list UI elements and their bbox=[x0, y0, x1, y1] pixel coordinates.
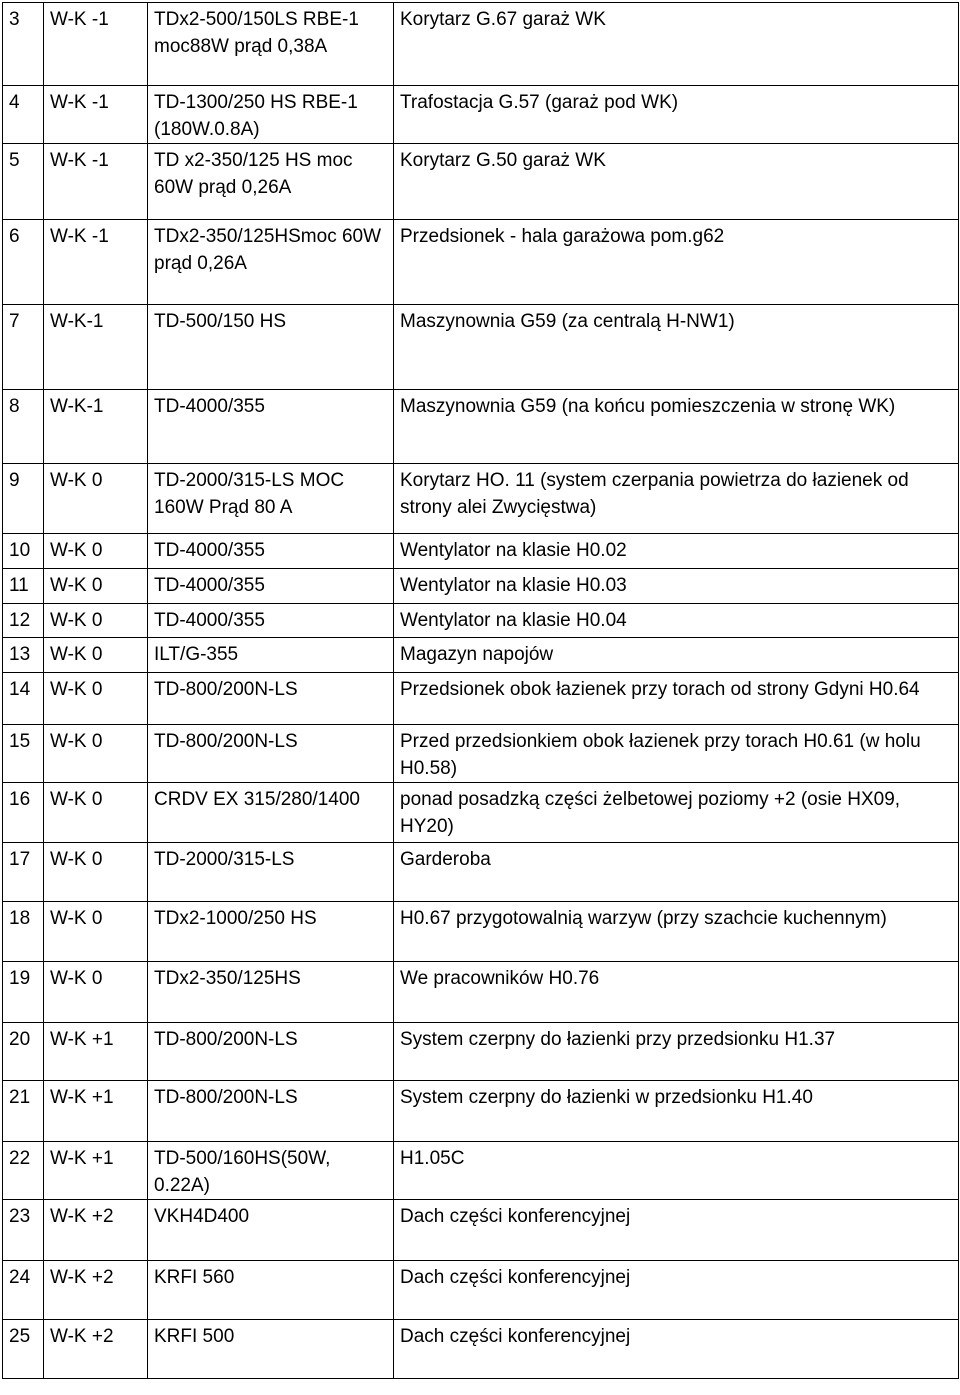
location-cell: Maszynownia G59 (na końcu pomieszczenia w stronę WK) bbox=[394, 390, 959, 464]
table-row bbox=[3, 1200, 959, 1261]
location-cell: System czerpny do łazienki przy przedsionku H1.37 bbox=[394, 1023, 959, 1081]
row-number-cell: 15 bbox=[3, 725, 44, 783]
level-cell: W-K 0 bbox=[44, 638, 148, 673]
table-row bbox=[3, 962, 959, 1023]
table-row bbox=[3, 843, 959, 902]
row-number-cell: 12 bbox=[3, 604, 44, 638]
device-type-cell: TD x2-350/125 HS moc 60W prąd 0,26A bbox=[148, 144, 394, 220]
table-row bbox=[3, 569, 959, 604]
device-type-cell: TD-4000/355 bbox=[148, 604, 394, 638]
table-row bbox=[3, 144, 959, 220]
device-type-cell: TD-500/150 HS bbox=[148, 305, 394, 390]
level-cell: W-K 0 bbox=[44, 569, 148, 604]
level-cell: W-K-1 bbox=[44, 305, 148, 390]
level-cell: W-K +1 bbox=[44, 1081, 148, 1142]
level-cell: W-K 0 bbox=[44, 673, 148, 725]
location-cell: Przedsionek obok łazienek przy torach od strony Gdyni H0.64 bbox=[394, 673, 959, 725]
level-cell: W-K -1 bbox=[44, 3, 148, 86]
row-number-cell: 23 bbox=[3, 1200, 44, 1261]
device-type-cell: TD-2000/315-LS bbox=[148, 843, 394, 902]
row-number-cell: 24 bbox=[3, 1261, 44, 1320]
level-cell: W-K +2 bbox=[44, 1261, 148, 1320]
row-number-cell: 17 bbox=[3, 843, 44, 902]
device-type-cell: TD-800/200N-LS bbox=[148, 673, 394, 725]
row-number-cell: 6 bbox=[3, 220, 44, 305]
level-cell: W-K 0 bbox=[44, 604, 148, 638]
device-type-cell: TDx2-1000/250 HS bbox=[148, 902, 394, 962]
location-cell: Przed przedsionkiem obok łazienek przy torach H0.61 (w holu H0.58) bbox=[394, 725, 959, 783]
device-type-cell: TD-4000/355 bbox=[148, 390, 394, 464]
table-row bbox=[3, 902, 959, 962]
location-cell: Korytarz G.67 garaż WK bbox=[394, 3, 959, 86]
device-type-cell: VKH4D400 bbox=[148, 1200, 394, 1261]
location-cell: Korytarz G.50 garaż WK bbox=[394, 144, 959, 220]
device-type-cell: TDx2-350/125HSmoc 60W prąd 0,26A bbox=[148, 220, 394, 305]
location-cell: Trafostacja G.57 (garaż pod WK) bbox=[394, 86, 959, 144]
level-cell: W-K +2 bbox=[44, 1320, 148, 1379]
level-cell: W-K -1 bbox=[44, 220, 148, 305]
table-row bbox=[3, 220, 959, 305]
location-cell: Korytarz HO. 11 (system czerpania powietrza do łazienek od strony alei Zwycięstwa) bbox=[394, 464, 959, 534]
table-row bbox=[3, 464, 959, 534]
row-number-cell: 22 bbox=[3, 1142, 44, 1200]
device-type-cell: TD-4000/355 bbox=[148, 534, 394, 569]
table-row bbox=[3, 604, 959, 638]
device-type-cell: TDx2-500/150LS RBE-1 moc88W prąd 0,38A bbox=[148, 3, 394, 86]
row-number-cell: 21 bbox=[3, 1081, 44, 1142]
location-cell: Dach części konferencyjnej bbox=[394, 1261, 959, 1320]
level-cell: W-K-1 bbox=[44, 390, 148, 464]
location-cell: System czerpny do łazienki w przedsionku H1.40 bbox=[394, 1081, 959, 1142]
device-type-cell: KRFI 500 bbox=[148, 1320, 394, 1379]
device-type-cell: TD-2000/315-LS MOC 160W Prąd 80 A bbox=[148, 464, 394, 534]
equipment-table bbox=[2, 2, 959, 1379]
level-cell: W-K +2 bbox=[44, 1200, 148, 1261]
row-number-cell: 25 bbox=[3, 1320, 44, 1379]
level-cell: W-K 0 bbox=[44, 725, 148, 783]
level-cell: W-K 0 bbox=[44, 464, 148, 534]
level-cell: W-K +1 bbox=[44, 1023, 148, 1081]
table-row bbox=[3, 725, 959, 783]
level-cell: W-K -1 bbox=[44, 144, 148, 220]
row-number-cell: 8 bbox=[3, 390, 44, 464]
row-number-cell: 16 bbox=[3, 783, 44, 843]
level-cell: W-K 0 bbox=[44, 962, 148, 1023]
table-row bbox=[3, 86, 959, 144]
location-cell: Dach części konferencyjnej bbox=[394, 1200, 959, 1261]
location-cell: H0.67 przygotowalnią warzyw (przy szachcie kuchennym) bbox=[394, 902, 959, 962]
device-type-cell: ILT/G-355 bbox=[148, 638, 394, 673]
location-cell: H1.05C bbox=[394, 1142, 959, 1200]
location-cell: ponad posadzką części żelbetowej poziomy +2 (osie HX09, HY20) bbox=[394, 783, 959, 843]
row-number-cell: 10 bbox=[3, 534, 44, 569]
row-number-cell: 13 bbox=[3, 638, 44, 673]
location-cell: Wentylator na klasie H0.04 bbox=[394, 604, 959, 638]
table-row bbox=[3, 1142, 959, 1200]
equipment-table-body bbox=[3, 3, 959, 1379]
location-cell: Maszynownia G59 (za centralą H-NW1) bbox=[394, 305, 959, 390]
row-number-cell: 18 bbox=[3, 902, 44, 962]
row-number-cell: 3 bbox=[3, 3, 44, 86]
location-cell: Przedsionek - hala garażowa pom.g62 bbox=[394, 220, 959, 305]
device-type-cell: KRFI 560 bbox=[148, 1261, 394, 1320]
device-type-cell: TD-500/160HS(50W, 0.22A) bbox=[148, 1142, 394, 1200]
device-type-cell: TD-800/200N-LS bbox=[148, 1023, 394, 1081]
level-cell: W-K +1 bbox=[44, 1142, 148, 1200]
table-row bbox=[3, 673, 959, 725]
row-number-cell: 19 bbox=[3, 962, 44, 1023]
row-number-cell: 20 bbox=[3, 1023, 44, 1081]
device-type-cell: TD-800/200N-LS bbox=[148, 1081, 394, 1142]
level-cell: W-K 0 bbox=[44, 843, 148, 902]
device-type-cell: CRDV EX 315/280/1400 bbox=[148, 783, 394, 843]
table-row bbox=[3, 1023, 959, 1081]
location-cell: Magazyn napojów bbox=[394, 638, 959, 673]
table-row bbox=[3, 390, 959, 464]
table-row bbox=[3, 638, 959, 673]
row-number-cell: 4 bbox=[3, 86, 44, 144]
location-cell: Wentylator na klasie H0.03 bbox=[394, 569, 959, 604]
device-type-cell: TDx2-350/125HS bbox=[148, 962, 394, 1023]
device-type-cell: TD-1300/250 HS RBE-1 (180W.0.8A) bbox=[148, 86, 394, 144]
table-row bbox=[3, 1320, 959, 1379]
level-cell: W-K 0 bbox=[44, 783, 148, 843]
location-cell: Wentylator na klasie H0.02 bbox=[394, 534, 959, 569]
level-cell: W-K 0 bbox=[44, 534, 148, 569]
location-cell: Dach części konferencyjnej bbox=[394, 1320, 959, 1379]
device-type-cell: TD-4000/355 bbox=[148, 569, 394, 604]
table-row bbox=[3, 1081, 959, 1142]
table-row bbox=[3, 1261, 959, 1320]
level-cell: W-K -1 bbox=[44, 86, 148, 144]
row-number-cell: 7 bbox=[3, 305, 44, 390]
row-number-cell: 11 bbox=[3, 569, 44, 604]
table-row bbox=[3, 305, 959, 390]
row-number-cell: 5 bbox=[3, 144, 44, 220]
row-number-cell: 9 bbox=[3, 464, 44, 534]
table-row bbox=[3, 534, 959, 569]
table-row bbox=[3, 783, 959, 843]
table-row bbox=[3, 3, 959, 86]
row-number-cell: 14 bbox=[3, 673, 44, 725]
level-cell: W-K 0 bbox=[44, 902, 148, 962]
location-cell: Garderoba bbox=[394, 843, 959, 902]
location-cell: We pracowników H0.76 bbox=[394, 962, 959, 1023]
device-type-cell: TD-800/200N-LS bbox=[148, 725, 394, 783]
